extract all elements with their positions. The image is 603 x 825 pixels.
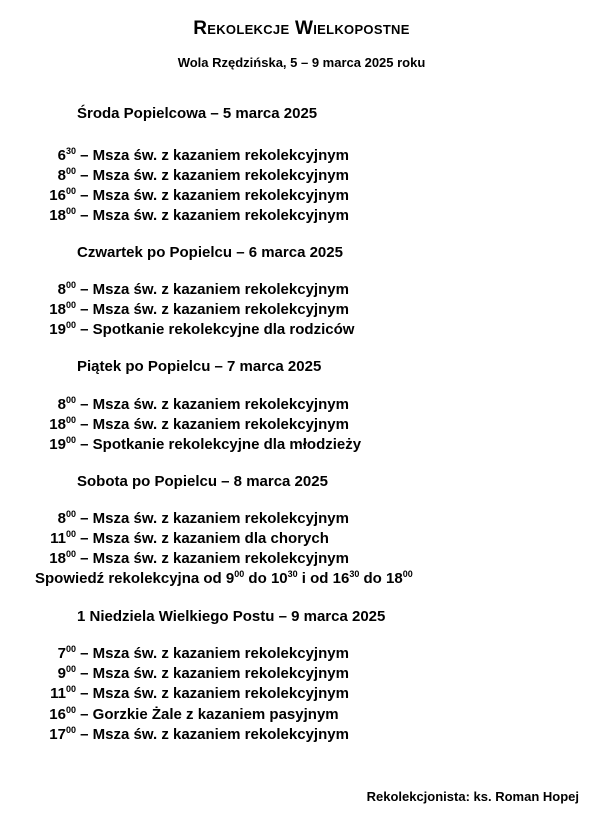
entry-minutes: 00	[65, 415, 76, 425]
entry-time	[0, 166, 76, 186]
entry-hour: 19	[49, 436, 66, 453]
entry-description: – Msza św. z kazaniem rekolekcyjnym	[76, 685, 349, 702]
entry-hour: 11	[50, 685, 66, 702]
schedule-entry	[0, 529, 590, 549]
schedule-entry	[0, 395, 590, 415]
day-heading: Środa Popielcowa – 5 marca 2025	[77, 105, 318, 122]
entry-description: – Msza św. z kazaniem rekolekcyjnym	[76, 207, 349, 224]
schedule-entry	[0, 166, 590, 186]
entry-hour: 16	[49, 187, 66, 204]
entry-description: – Msza św. z kazaniem rekolekcyjnym	[76, 550, 349, 567]
confession-connector: do	[244, 570, 271, 587]
entry-description: – Spotkanie rekolekcyjne dla rodziców	[76, 321, 355, 338]
entry-hour: 19	[49, 321, 66, 338]
schedule-entry	[0, 684, 590, 704]
page-subtitle: Wola Rzędzińska, 5 – 9 marca 2025 roku	[177, 55, 426, 70]
entry-time	[0, 529, 76, 549]
schedule-entry	[0, 320, 590, 340]
entry-time	[0, 549, 76, 569]
entry-description: – Msza św. z kazaniem rekolekcyjnym	[76, 665, 349, 682]
schedule-entry	[0, 644, 590, 664]
entry-time	[0, 725, 76, 745]
entry-time	[0, 644, 76, 664]
entry-minutes: 00	[65, 186, 76, 196]
entry-minutes: 00	[65, 435, 76, 445]
entry-description: – Gorzkie Żale z kazaniem pasyjnym	[76, 706, 339, 723]
entry-minutes: 00	[65, 684, 76, 694]
confession-minutes: 00	[402, 569, 413, 579]
schedule-entry	[0, 705, 590, 725]
entry-hour: 8	[57, 510, 66, 527]
entry-description: – Msza św. z kazaniem rekolekcyjnym	[76, 187, 349, 204]
page-title: Rekolekcje Wielkopostne	[193, 18, 410, 39]
entry-time	[0, 280, 76, 300]
entry-minutes: 00	[65, 206, 76, 216]
entry-time	[0, 664, 76, 684]
entry-time	[0, 435, 76, 455]
entry-hour: 7	[57, 645, 66, 662]
entry-hour: 8	[57, 396, 66, 413]
entry-description: – Msza św. z kazaniem rekolekcyjnym	[76, 510, 349, 527]
entry-hour: 11	[50, 530, 66, 547]
entry-hour: 9	[57, 665, 66, 682]
entry-hour: 8	[57, 167, 66, 184]
day-heading: Piątek po Popielcu – 7 marca 2025	[77, 358, 322, 375]
confession-hour: 18	[386, 570, 403, 587]
entry-description: – Msza św. z kazaniem rekolekcyjnym	[76, 147, 349, 164]
entry-time	[0, 186, 76, 206]
entry-description: – Msza św. z kazaniem rekolekcyjnym	[76, 396, 349, 413]
entry-time	[0, 320, 76, 340]
entry-hour: 18	[49, 550, 66, 567]
entry-minutes: 00	[65, 664, 76, 674]
schedule-entry	[0, 146, 590, 166]
entry-hour: 16	[49, 706, 66, 723]
entry-time	[0, 206, 76, 226]
entry-time	[0, 300, 76, 320]
day-heading: Czwartek po Popielcu – 6 marca 2025	[77, 244, 343, 261]
schedule-entry	[0, 300, 590, 320]
entry-hour: 18	[49, 301, 66, 318]
schedule-entry	[0, 415, 590, 435]
entry-minutes: 00	[65, 509, 76, 519]
entry-time	[0, 415, 76, 435]
entry-minutes: 00	[65, 320, 76, 330]
confession-connector: i od	[297, 570, 333, 587]
confession-line	[35, 569, 413, 589]
confession-prefix: Spowiedź rekolekcyjna od	[35, 570, 226, 587]
confession-minutes: 30	[349, 569, 360, 579]
confession-hour: 16	[332, 570, 350, 587]
retreat-leader: Rekolekcjonista: ks. Roman Hopej	[366, 789, 579, 804]
entry-hour: 17	[49, 726, 66, 743]
entry-description: – Msza św. z kazaniem rekolekcyjnym	[76, 281, 349, 298]
entry-description: – Msza św. z kazaniem rekolekcyjnym	[76, 301, 349, 318]
entry-time	[0, 509, 76, 529]
schedule-entry	[0, 206, 590, 226]
confession-minutes: 00	[234, 569, 245, 579]
entry-hour: 8	[57, 281, 66, 298]
entry-minutes: 00	[65, 529, 76, 539]
schedule-entry	[0, 725, 590, 745]
entry-time	[0, 146, 76, 166]
entry-minutes: 00	[65, 549, 76, 559]
entry-time	[0, 395, 76, 415]
entry-hour: 6	[57, 147, 66, 164]
confession-hour: 10	[270, 570, 288, 587]
schedule-entry	[0, 664, 590, 684]
entry-time	[0, 684, 76, 704]
schedule-entry	[0, 509, 590, 529]
entry-minutes: 00	[65, 644, 76, 654]
confession-connector: do	[359, 570, 387, 587]
day-heading: 1 Niedziela Wielkiego Postu – 9 marca 2025	[77, 608, 386, 625]
entry-minutes: 00	[65, 395, 76, 405]
entry-minutes: 00	[65, 300, 76, 310]
schedule-entry	[0, 435, 590, 455]
confession-minutes: 30	[287, 569, 298, 579]
entry-hour: 18	[49, 207, 66, 224]
entry-minutes: 00	[65, 725, 76, 735]
entry-minutes: 30	[65, 146, 76, 156]
entry-minutes: 00	[65, 166, 76, 176]
entry-minutes: 00	[65, 705, 76, 715]
schedule-entry	[0, 549, 590, 569]
schedule-entry	[0, 186, 590, 206]
entry-description: – Msza św. z kazaniem rekolekcyjnym	[76, 167, 349, 184]
entry-time	[0, 705, 76, 725]
schedule-entry	[0, 280, 590, 300]
entry-description: – Msza św. z kazaniem dla chorych	[76, 530, 329, 547]
confession-hour: 9	[225, 570, 235, 587]
entry-description: – Msza św. z kazaniem rekolekcyjnym	[76, 726, 349, 743]
entry-description: – Msza św. z kazaniem rekolekcyjnym	[76, 645, 349, 662]
entry-minutes: 00	[65, 280, 76, 290]
entry-description: – Msza św. z kazaniem rekolekcyjnym	[76, 416, 349, 433]
entry-description: – Spotkanie rekolekcyjne dla młodzieży	[76, 436, 362, 453]
entry-hour: 18	[49, 416, 66, 433]
day-heading: Sobota po Popielcu – 8 marca 2025	[77, 473, 328, 490]
